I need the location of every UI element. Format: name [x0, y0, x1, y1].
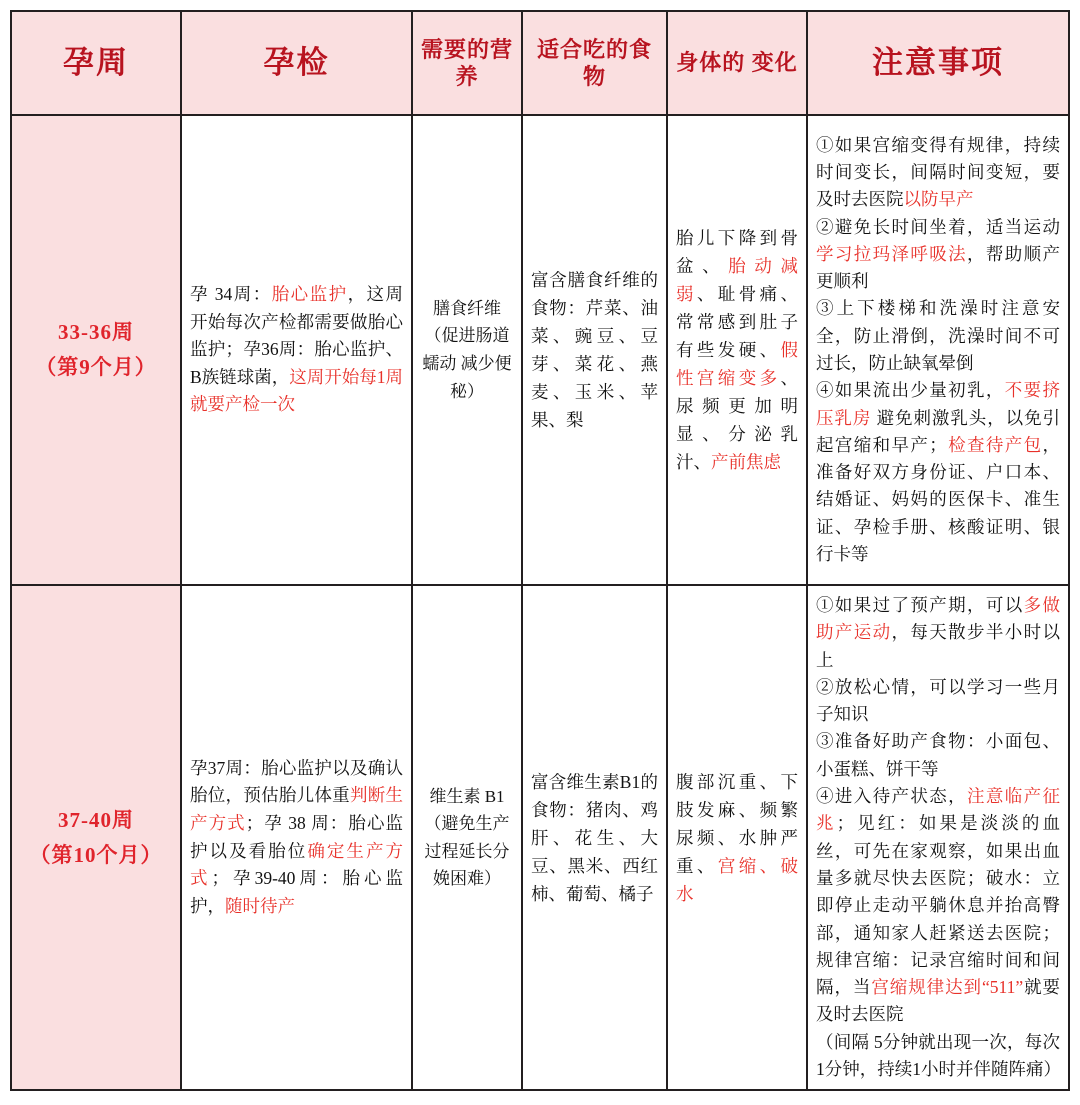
- plain-text: ；孕 38 周：胎心监护以及看胎位: [190, 813, 404, 861]
- plain-text: 腹部沉重、下肢发麻、频繁尿频、水肿严重、: [676, 771, 798, 876]
- plain-text: （间隔 5分钟就出现一次，每次1分钟，持续1小时并伴随阵痛）: [816, 1031, 1061, 1080]
- column-header-food: 适合吃的食物: [522, 11, 667, 115]
- highlighted-text: 学习拉玛泽呼吸法: [816, 243, 967, 264]
- nutrition-cell: [412, 585, 522, 1090]
- highlighted-text: 确定生产方式: [190, 840, 404, 889]
- plain-text: ①如果过了预产期，可以: [816, 595, 1024, 615]
- note-item: [816, 592, 1060, 674]
- plain-text: 、耻骨痛、常常感到肚子有些发硬、: [676, 284, 799, 360]
- highlighted-text: 判断生产方式: [190, 785, 404, 834]
- plain-text: 胎儿下降到骨盆、: [676, 228, 798, 276]
- highlighted-text: 随时待产: [225, 895, 295, 916]
- plain-text: ；见红：如果是淡淡的血丝，可先在家观察，如果出血量多就尽快去医院；破水：立即停止走动平躺休息并抬高臀部，通知家人赶紧送去医院；规律宫缩：记录宫缩时间和间隔，当: [816, 813, 1061, 998]
- highlighted-text: 胎动减弱: [676, 256, 798, 304]
- plain-text: ①如果宫缩变得有规律，持续时间变长，间隔时间变短，要及时去医院: [816, 134, 1060, 210]
- food-cell: [522, 585, 667, 1090]
- week-month-label: （第9个月）: [35, 355, 157, 379]
- plain-text: 膳食纤维（促进肠道蠕动 减少便秘）: [422, 298, 512, 401]
- plain-text: 富含膳食纤维的食物：芹菜、油菜、豌豆、豆芽、菜花、燕麦、玉米、苹果、梨: [531, 270, 658, 430]
- note-item: [816, 783, 1060, 1029]
- highlighted-text: 检查待产包: [946, 434, 1043, 455]
- plain-text: ，每天散步半小时以上: [816, 622, 1060, 670]
- note-item: [816, 377, 1060, 568]
- highlighted-text: 多做助产运动: [816, 595, 1060, 643]
- exam-cell: [181, 115, 412, 585]
- header-row: [11, 11, 1069, 115]
- week-month-label: （第10个月）: [29, 842, 163, 867]
- body-changes-cell: [667, 585, 807, 1090]
- plain-text: ④进入待产状态，: [816, 786, 967, 807]
- highlighted-text: 注意临产征兆: [816, 786, 1060, 834]
- plain-text: ；孕39-40周：胎心监护，: [190, 868, 404, 916]
- highlighted-text: 以防早产: [903, 189, 974, 210]
- highlighted-text: 这周开始每1周就要产检一次: [190, 366, 403, 415]
- plain-text: 维生素 B1（避免生产过程延长分娩困难）: [424, 786, 510, 889]
- note-item: [816, 132, 1060, 214]
- notes-cell: [807, 585, 1069, 1090]
- plain-text: ，准备好双方身份证、户口本、结婚证、妈妈的医保卡、准生证、孕检手册、核酸证明、银行卡等: [816, 434, 1060, 565]
- table-row: [11, 115, 1069, 585]
- note-item: [816, 674, 1060, 729]
- note-item: [816, 295, 1060, 377]
- highlighted-text: 不要挤压乳房: [816, 380, 1060, 428]
- column-header-body-changes: 身体的 变化: [667, 11, 807, 115]
- table-row: [11, 585, 1069, 1090]
- column-header-exam: 孕检: [181, 11, 412, 115]
- plain-text: ，这周开始每次产检都需要做胎心监护；孕36周：胎心监护、B族链球菌，: [190, 283, 404, 387]
- plain-text: 避免刺激乳头，以免引起宫缩和早产；: [816, 407, 1061, 455]
- note-item: [816, 214, 1060, 296]
- column-header-nutrition: 需要的营养: [412, 11, 522, 115]
- plain-text: ，帮助顺产更顺利: [816, 243, 1060, 292]
- table-header: [11, 11, 1069, 115]
- plain-text: 、尿频更加明显、分泌乳汁、: [676, 368, 798, 472]
- week-range-cell: [11, 585, 181, 1090]
- highlighted-text: 宫缩、破水: [676, 855, 799, 904]
- column-header-week: 孕周: [11, 11, 181, 115]
- exam-cell: [181, 585, 412, 1090]
- highlighted-text: 胎心监护: [271, 283, 348, 304]
- body-changes-cell: [667, 115, 807, 585]
- plain-text: ③上下楼梯和洗澡时注意安全，防止滑倒，洗澡时间不可过长，防止缺氧晕倒: [816, 298, 1060, 373]
- notes-cell: [807, 115, 1069, 585]
- column-header-notes: 注意事项: [807, 11, 1069, 115]
- highlighted-text: 假性宫缩变多: [676, 340, 798, 388]
- food-cell: [522, 115, 667, 585]
- nutrition-cell: [412, 115, 522, 585]
- pregnancy-schedule-table: [10, 10, 1070, 1091]
- plain-text: 富含维生素B1的食物：猪肉、鸡肝、花生、大豆、黑米、西红柿、葡萄、橘子: [531, 771, 658, 904]
- highlighted-text: 宫缩规律达到“511”: [871, 977, 1024, 998]
- plain-text: ②避免长时间坐着，适当运动: [816, 216, 1060, 237]
- plain-text: 孕 34周：: [190, 283, 272, 304]
- note-item: [816, 728, 1060, 783]
- plain-text: ②放松心情，可以学习一些月子知识: [816, 676, 1060, 725]
- plain-text: 就要及时去医院: [816, 977, 1061, 1025]
- table-body: [11, 115, 1069, 1090]
- plain-text: 孕37周：胎心监护以及确认胎位，预估胎儿体重: [190, 757, 403, 806]
- week-range-cell: [11, 115, 181, 585]
- plain-text: ④如果流出少量初乳，: [816, 380, 1005, 401]
- plain-text: ③准备好助产食物：小面包、小蛋糕、饼干等: [816, 731, 1060, 779]
- week-range-label: 33-36周: [58, 320, 134, 345]
- week-range-label: 37-40周: [58, 808, 134, 833]
- highlighted-text: 产前焦虑: [711, 452, 781, 472]
- note-item: [816, 1029, 1060, 1084]
